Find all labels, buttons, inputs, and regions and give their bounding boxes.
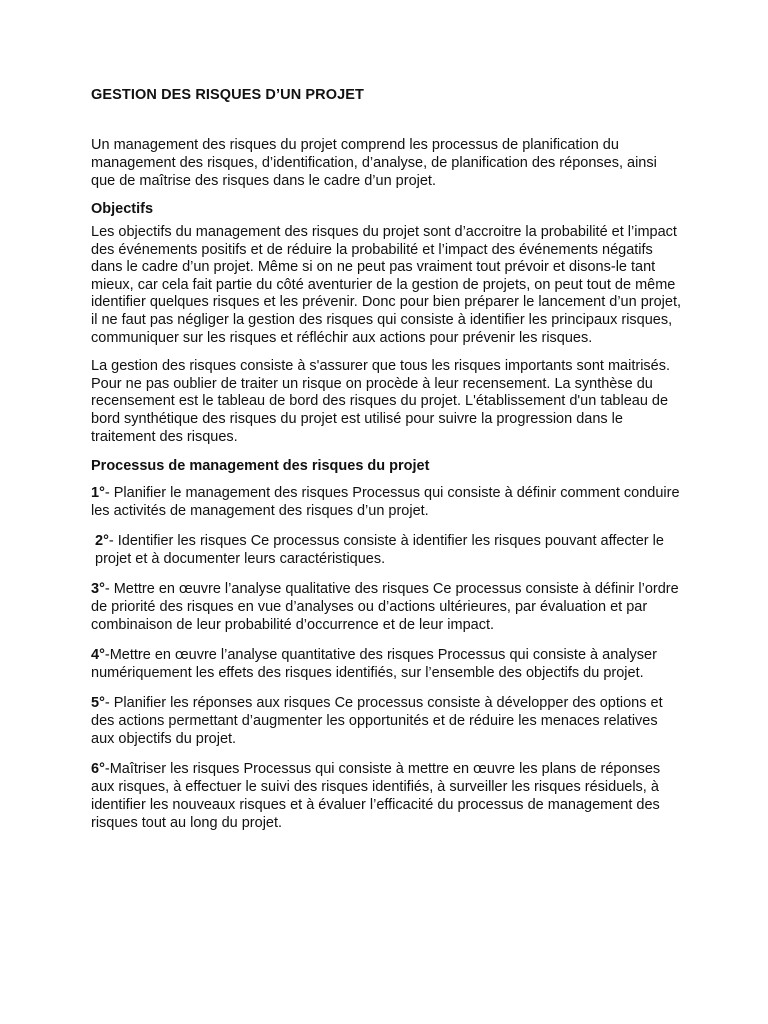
document-title: GESTION DES RISQUES D’UN PROJET (91, 87, 365, 103)
step-number: 5° (91, 695, 105, 712)
step-text: - Identifier les risques Ce processus consiste à identifier les risques pouvant affecter le projet et à documenter leurs caractéristiques. (95, 533, 664, 568)
step-5 (91, 694, 681, 748)
step-text: - Planifier les réponses aux risques Ce processus consiste à développer des options et des actions permettant d’augmenter les opportunités et de réduire les menaces relatives aux objectifs du projet. (91, 695, 663, 748)
step-number: 2° (95, 533, 109, 550)
step-2 (91, 532, 681, 568)
step-text: -Mettre en œuvre l’analyse quantitative des risques Processus qui consiste à analyser numériquement les effets des risques identifiés, sur l’ensemble des objectifs du projet. (91, 647, 657, 682)
objectives-heading: Objectifs (91, 201, 154, 217)
step-number: 3° (91, 581, 105, 598)
step-1 (91, 484, 681, 520)
step-number: 1° (91, 485, 105, 502)
step-4 (91, 646, 681, 682)
intro-paragraph: Un management des risques du projet comprend les processus de planification du management des risques, d’identification, d’analyse, de planification des réponses, ainsi que de maîtrise des risques dans le cadre d’un projet. (91, 137, 657, 189)
step-number: 4° (91, 647, 105, 664)
process-heading: Processus de management des risques du projet (91, 458, 430, 475)
document-page (91, 86, 681, 844)
step-3 (91, 580, 681, 634)
step-text: -Maîtriser les risques Processus qui consiste à mettre en œuvre les plans de réponses aux risques, à effectuer le suivi des risques identifiés, à surveiller les risques résiduels, à identifier les nouveaux risques et à évaluer l’efficacité du processus de management des risques tout au long du projet. (91, 761, 661, 832)
objectives-paragraph-1: Les objectifs du management des risques du projet sont d’accroitre la probabilité et l’impact des événements positifs et de réduire la probabilité et l’impact des événements négatifs dans le cadre d’un projet. Même si on ne peut pas vraiment tout prévoir et disons-le tant mieux, car cela fait partie du côté aventurier de la gestion de projets, on peut tout de même identifier quelques risques et les prévenir. Donc pour bien préparer le lancement d’un projet, il ne faut pas négliger la gestion des risques qui consiste à identifier les principaux risques, communiquer sur les risques et réfléchir aux actions pour prévenir les risques. (91, 224, 682, 346)
step-number: 6° (91, 761, 105, 778)
step-6 (91, 760, 681, 832)
objectives-paragraph-2: La gestion des risques consiste à s'assurer que tous les risques importants sont maitrisés. Pour ne pas oublier de traiter un risque on procède à leur recensement. La synthèse du recensement est le tableau de bord des risques du projet. L'établissement d'un tableau de bord synthétique des risques du projet est utilisé pour suivre la progression dans le traitement des risques. (91, 358, 671, 445)
step-text: - Mettre en œuvre l’analyse qualitative des risques Ce processus consiste à définir l’ordre de priorité des risques en vue d’analyses ou d’actions ultérieures, par évaluation et par combinaison de leur probabilité d’occurrence et de leur impact. (91, 581, 679, 634)
step-text: - Planifier le management des risques Processus qui consiste à définir comment conduire les activités de management des risques d’un projet. (91, 485, 680, 520)
